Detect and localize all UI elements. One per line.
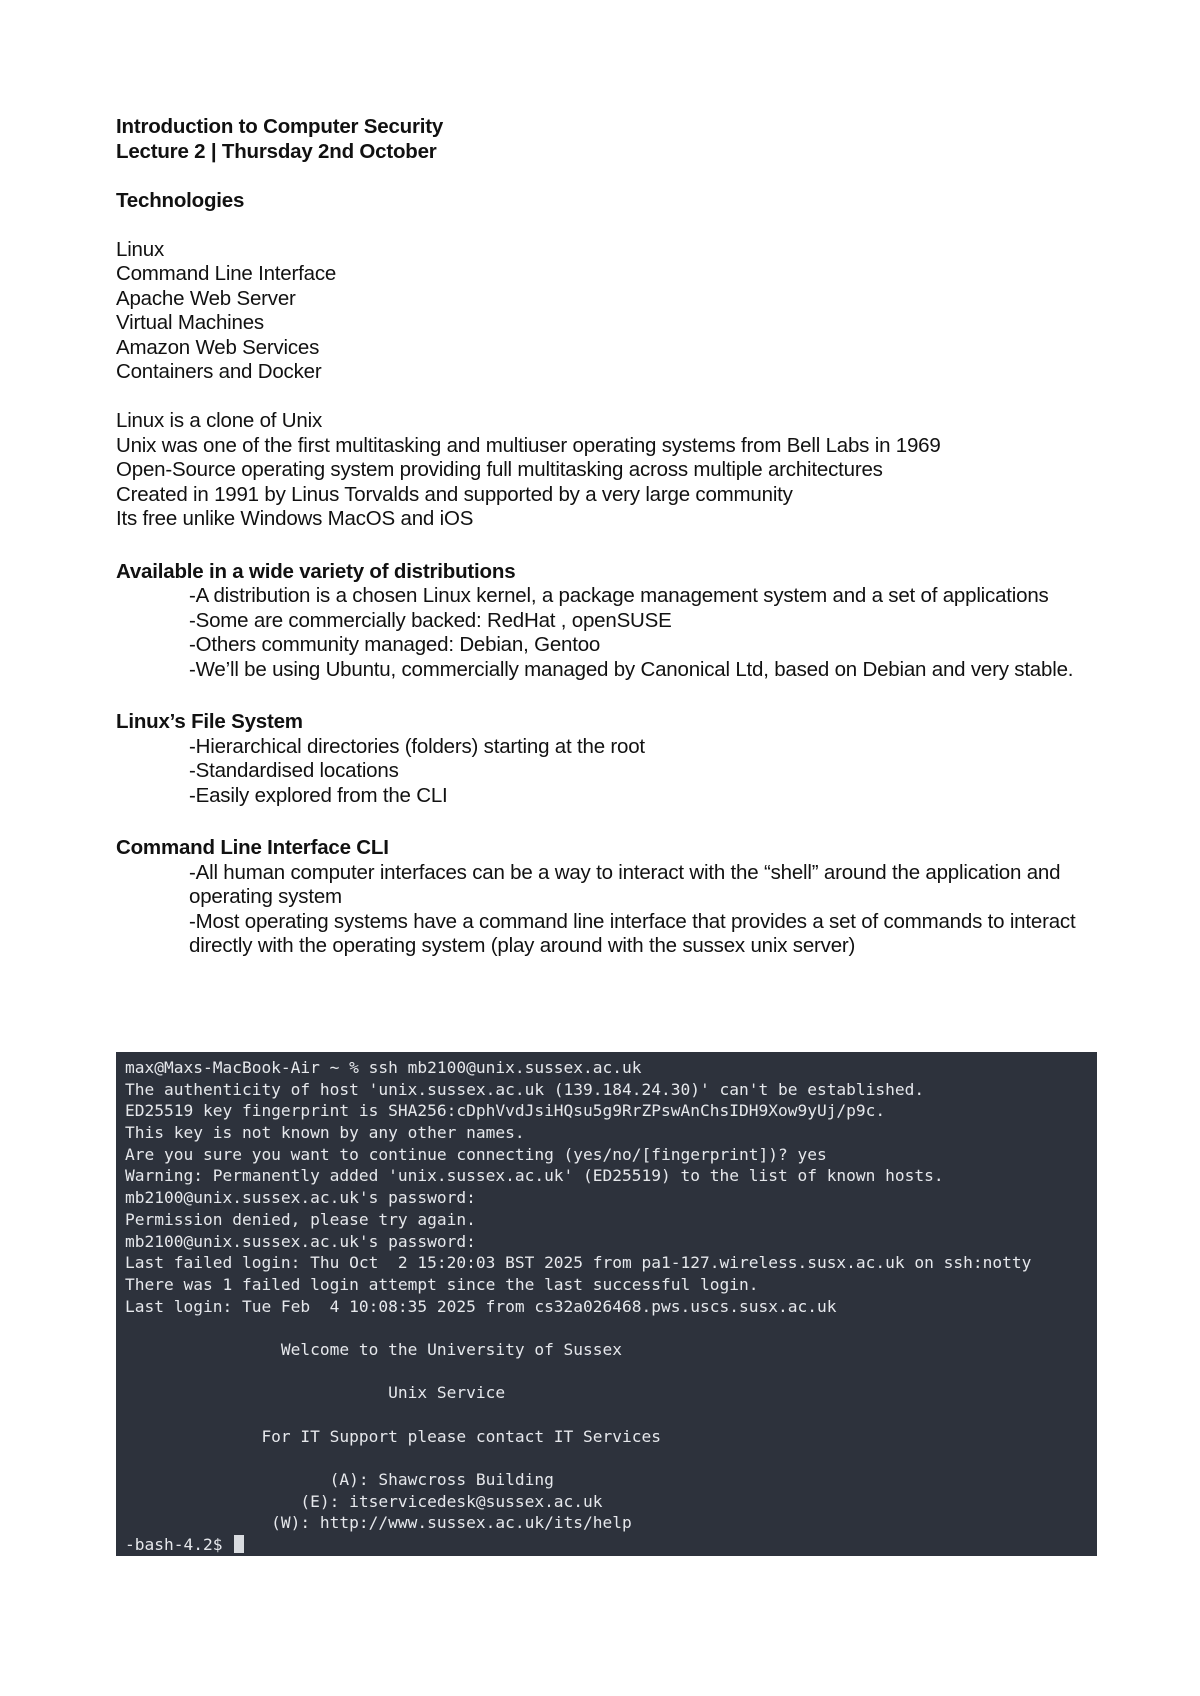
course-title: Introduction to Computer Security	[116, 115, 444, 138]
bullet-point: -A distribution is a chosen Linux kernel, a package management system and a set of applications	[189, 584, 1049, 607]
terminal-line: (E): itservicedesk@sussex.ac.uk	[125, 1491, 603, 1511]
terminal-line: For IT Support please contact IT Services	[125, 1426, 662, 1446]
terminal-line: Unix Service	[125, 1383, 506, 1403]
terminal-line: The authenticity of host 'unix.sussex.ac.uk (139.184.24.30)' can't be established.	[125, 1079, 925, 1099]
terminal-line: (W): http://www.sussex.ac.uk/its/help	[125, 1513, 632, 1533]
terminal-line: This key is not known by any other names.	[125, 1123, 525, 1143]
file-system-heading: Linux’s File System	[116, 710, 303, 733]
bullet-point: -We’ll be using Ubuntu, commercially managed by Canonical Ltd, based on Debian and very stable.	[189, 657, 1074, 681]
cli-list	[116, 861, 1096, 959]
list-item: Amazon Web Services	[116, 335, 320, 359]
document-page	[116, 115, 1096, 959]
bullet-point: -Most operating systems have a command line interface that provides a set of commands to interact directly with the operating system (play around with the sussex unix server)	[189, 909, 1076, 957]
list-item: Apache Web Server	[116, 286, 296, 310]
bullet-point: -Hierarchical directories (folders) starting at the root	[189, 734, 645, 758]
terminal-line: mb2100@unix.sussex.ac.uk's password:	[125, 1188, 476, 1208]
bullet-point: -Easily explored from the CLI	[189, 783, 448, 807]
terminal-line: max@Maxs-MacBook-Air ~ % ssh mb2100@unix.sussex.ac.uk	[125, 1058, 642, 1077]
technologies-list	[116, 238, 1096, 385]
bullet-point: -All human computer interfaces can be a way to interact with the “shell” around the application and operating system	[189, 860, 1061, 908]
terminal-line	[125, 1361, 1097, 1383]
cli-heading: Command Line Interface CLI	[116, 836, 389, 859]
list-item: Virtual Machines	[116, 311, 264, 334]
terminal-line: Welcome to the University of Sussex	[125, 1339, 623, 1359]
intro-line: Open-Source operating system providing full multitasking across multiple architectures	[116, 458, 883, 481]
list-item: Containers and Docker	[116, 360, 322, 383]
bullet-point: -Some are commercially backed: RedHat , openSUSE	[189, 608, 672, 632]
list-item: Linux	[116, 237, 165, 261]
terminal-cursor	[234, 1535, 244, 1553]
terminal-line: Permission denied, please try again.	[125, 1209, 476, 1229]
terminal-line: Last failed login: Thu Oct 2 15:20:03 BST 2025 from pa1-127.wireless.susx.ac.uk on ssh:notty	[125, 1253, 1032, 1273]
intro-line: Linux is a clone of Unix	[116, 409, 323, 432]
terminal-prompt-line	[125, 1534, 1097, 1556]
terminal-line: (A): Shawcross Building	[125, 1470, 554, 1490]
terminal-line: There was 1 failed login attempt since the last successful login.	[125, 1274, 759, 1294]
terminal-line	[125, 1317, 1097, 1339]
terminal-screenshot	[116, 1052, 1097, 1556]
intro-line: Its free unlike Windows MacOS and iOS	[116, 507, 474, 530]
distributions-list	[116, 584, 1096, 682]
bullet-point: -Standardised locations	[189, 759, 399, 782]
terminal-line: Last login: Tue Feb 4 10:08:35 2025 from cs32a026468.pws.uscs.susx.ac.uk	[125, 1296, 837, 1316]
terminal-line: Warning: Permanently added 'unix.sussex.ac.uk' (ED25519) to the list of known hosts.	[125, 1166, 944, 1186]
technologies-heading: Technologies	[116, 188, 245, 212]
lecture-info: Lecture 2 | Thursday 2nd October	[116, 139, 437, 163]
terminal-line: ED25519 key fingerprint is SHA256:cDphVvdJsiHQsu5g9RrZPswAnChsIDH9Xow9yUj/p9c.	[125, 1101, 886, 1121]
terminal-line	[125, 1447, 1097, 1469]
terminal-line: Are you sure you want to continue connecting (yes/no/[fingerprint])? yes	[125, 1144, 827, 1164]
terminal-prompt: -bash-4.2$	[125, 1535, 223, 1555]
intro-line: Created in 1991 by Linus Torvalds and supported by a very large community	[116, 482, 793, 506]
bullet-point: -Others community managed: Debian, Gentoo	[189, 633, 601, 656]
terminal-line	[125, 1404, 1097, 1426]
linux-intro	[116, 409, 1096, 532]
terminal-line: mb2100@unix.sussex.ac.uk's password:	[125, 1231, 476, 1251]
intro-line: Unix was one of the first multitasking and multiuser operating systems from Bell Labs in 1969	[116, 433, 941, 457]
file-system-list	[116, 735, 1096, 809]
distributions-heading: Available in a wide variety of distributions	[116, 559, 516, 583]
list-item: Command Line Interface	[116, 262, 337, 285]
